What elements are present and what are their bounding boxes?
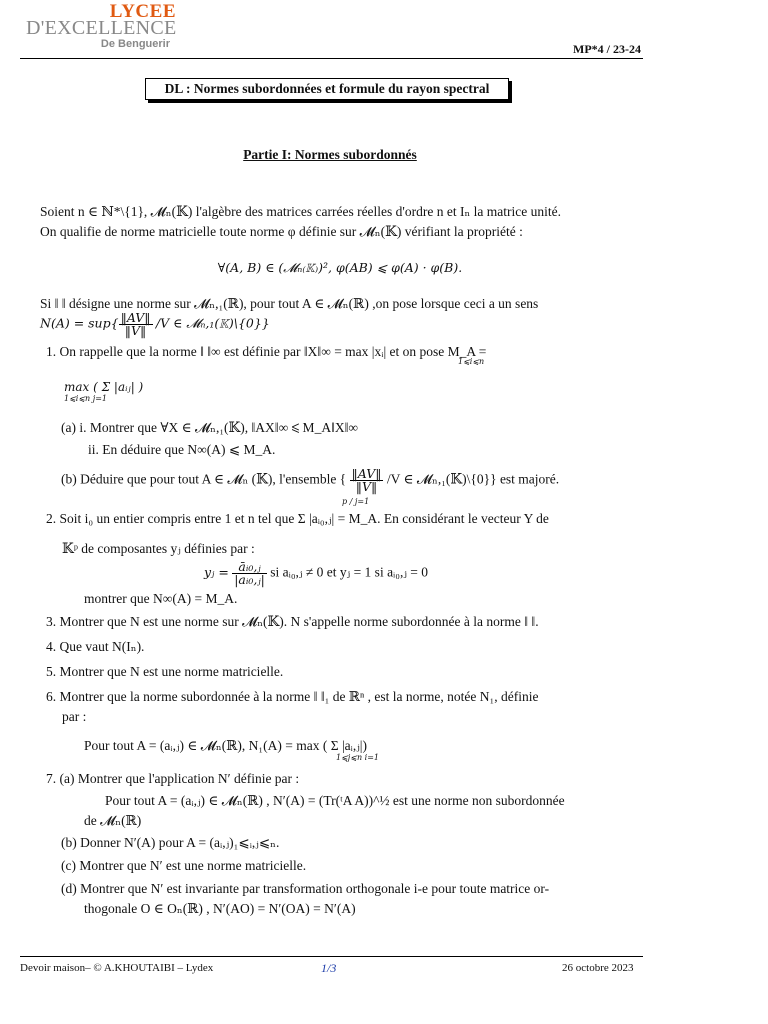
question-1-max-subscript: 1⩽i⩽n xyxy=(458,357,485,366)
question-7d-line1: (d) Montrer que N′ est invariante par transformation orthogonale i-e pour toute matrice or- xyxy=(61,881,550,896)
question-6-definition: Pour tout A = (aᵢ,ⱼ) ∈ 𝓜ₙ(ℝ), N₁(A) = max ( Σ |aᵢ,ⱼ|) xyxy=(84,738,367,753)
intro-line2: On qualifie de norme matricielle toute norme φ définie sur 𝓜ₙ(𝕂) vérifiant la propriété : xyxy=(40,224,523,239)
footer-page-number: 1/3 xyxy=(321,961,337,975)
footer-date: 26 octobre 2023 xyxy=(562,962,634,974)
question-2-definition xyxy=(204,561,428,586)
question-1a-ii: ii. En déduire que N∞(A) ⩽ M_A. xyxy=(88,442,276,457)
question-2-line1: 2. Soit i₀ un entier compris entre 1 et n tel que Σ |aᵢ₀,ⱼ| = M_A. En considérant le vecteur Y de xyxy=(46,511,549,526)
question-2-def-pre: yⱼ = xyxy=(204,564,229,580)
footer-author: Devoir maison– © A.KHOUTAIBI – Lydex xyxy=(20,962,214,974)
norm-definition xyxy=(40,312,270,337)
question-6-definition-subscript: 1⩽j⩽n i=1 xyxy=(336,753,380,762)
question-1b-pre: (b) Déduire que pour tout A ∈ 𝓜ₙ (𝕂), l'ensemble { xyxy=(61,471,347,487)
question-7a: 7. (a) Montrer que l'application N′ définie par : xyxy=(46,771,300,786)
norm-definition-fraction xyxy=(119,312,153,337)
question-5: 5. Montrer que N est une norme matricielle. xyxy=(46,664,284,679)
question-7a-definition: Pour tout A = (aᵢ,ⱼ) ∈ 𝓜ₙ(ℝ) , N′(A) = (Tr(ᵗA A))^½ est une norme non subordonnée xyxy=(105,793,565,808)
question-7a-tail: de 𝓜ₙ(ℝ) xyxy=(84,813,142,828)
question-7c: (c) Montrer que N′ est une norme matricielle. xyxy=(61,858,307,873)
question-6-line1: 6. Montrer que la norme subordonnée à la norme ‖ ‖₁ de ℝⁿ , est la norme, notée N₁, définie xyxy=(46,689,539,704)
question-2-line3: montrer que N∞(A) = M_A. xyxy=(84,591,238,606)
intro-line1: Soient n ∈ ℕ*\{1}, 𝓜ₙ(𝕂) l'algèbre des matrices carrées réelles d'ordre n et Iₙ la matrice unité. xyxy=(40,204,562,219)
question-1b-fraction xyxy=(350,468,384,493)
question-1b-post: /V ∈ 𝓜ₙ,₁(𝕂)\{0}} est majoré. xyxy=(386,471,560,487)
fraction-numerator: ‖AV‖ xyxy=(120,310,151,325)
norm-definition-post: /V ∈ 𝓜ₙ,₁(𝕂)\{0}} xyxy=(155,315,270,331)
question-6-line2: par : xyxy=(62,709,87,724)
document-title: DL : Normes subordonnées et formule du rayon spectral xyxy=(145,78,509,100)
logo-line1: LYCEE xyxy=(109,1,176,22)
question-2-def-post: si aᵢ₀,ⱼ ≠ 0 et yⱼ = 1 si aᵢ₀,ⱼ = 0 xyxy=(270,564,429,580)
header-divider xyxy=(20,58,643,59)
logo-line3: De Benguerir xyxy=(100,38,170,50)
question-1b xyxy=(61,468,559,493)
class-tag: MP*4 / 23-24 xyxy=(573,42,641,56)
school-logo xyxy=(26,2,176,50)
question-7d-line2: thogonale O ∈ Oₙ(ℝ) , N′(AO) = N′(OA) = N′(A) xyxy=(84,901,356,916)
question-1-line1: 1. On rappelle que la norme ‖ ‖∞ est définie par ‖X‖∞ = max |xᵢ| et on pose M_A = xyxy=(46,344,487,359)
question-3: 3. Montrer que N est une norme sur 𝓜ₙ(𝕂). N s'appelle norme subordonnée à la norme ‖ ‖. xyxy=(46,614,539,629)
matrix-norm-property: ∀(A, B) ∈ (𝓜ₙ₍𝕂₎)², φ(AB) ⩽ φ(A) · φ(B). xyxy=(217,260,463,275)
logo-line2: D'EXCELLENCE xyxy=(26,17,177,39)
question-2-line2: 𝕂ᵖ de composantes yⱼ définies par : xyxy=(62,541,255,556)
fraction-numerator: āᵢ₀,ⱼ xyxy=(232,561,267,574)
intro-line3: Si ‖ ‖ désigne une norme sur 𝓜ₙ,₁(ℝ), pour tout A ∈ 𝓜ₙ(ℝ) ,on pose lorsque ceci a un sens xyxy=(40,296,539,311)
norm-definition-pre: N(A) = sup{ xyxy=(40,315,119,331)
question-1-line2: max ( Σ |aᵢⱼ| ) xyxy=(64,380,144,394)
fraction-denominator: |aᵢ₀,ⱼ| xyxy=(234,572,265,587)
footer-divider xyxy=(20,956,643,957)
question-1-line2-subscript: 1⩽i⩽n j=1 xyxy=(64,394,108,403)
question-1a-i: (a) i. Montrer que ∀X ∈ 𝓜ₙ,₁(𝕂), ‖AX‖∞ ⩽ M_A‖X‖∞ xyxy=(61,420,359,435)
fraction-denominator: ‖V‖ xyxy=(124,323,147,338)
fraction-numerator: ‖AV‖ xyxy=(351,466,382,481)
question-2-sum-limits: p / j=1 xyxy=(342,497,370,506)
question-7b: (b) Donner N′(A) pour A = (aᵢ,ⱼ)₁⩽ᵢ,ⱼ⩽ₙ. xyxy=(61,835,280,850)
part-title: Partie I: Normes subordonnés xyxy=(243,147,417,162)
question-2-def-fraction xyxy=(232,561,267,586)
question-4: 4. Que vaut N(Iₙ). xyxy=(46,639,145,654)
fraction-denominator: ‖V‖ xyxy=(355,479,378,494)
